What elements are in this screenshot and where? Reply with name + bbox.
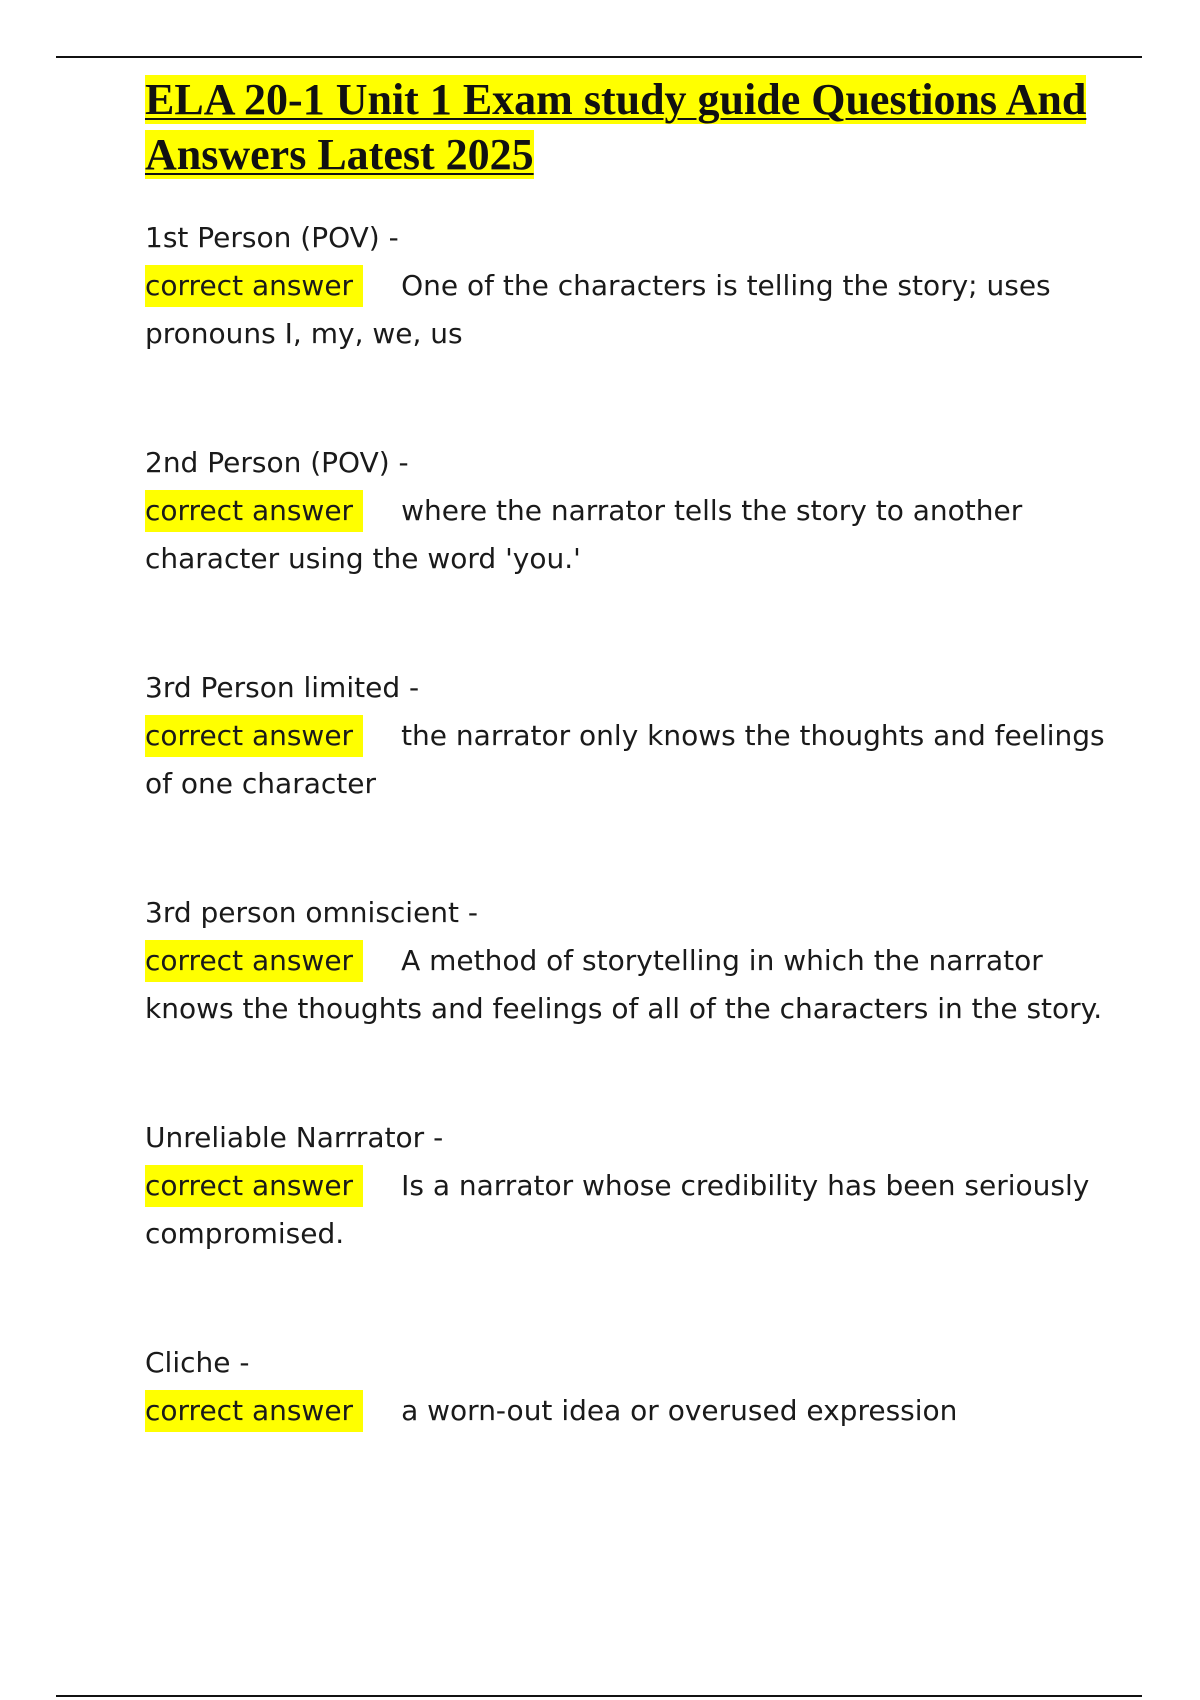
- qa-item: [145, 439, 1105, 664]
- qa-item: [145, 1339, 1105, 1564]
- document-title: [145, 72, 1105, 182]
- correct-answer-label: correct answer: [145, 490, 363, 532]
- qa-answer-text: A method of storytelling in which the narrator knows the thoughts and feelings of all of the characters in the story.: [145, 944, 1103, 1025]
- top-rule: [56, 56, 1142, 58]
- qa-answer: [145, 487, 1105, 583]
- correct-answer-label: correct answer: [145, 1165, 363, 1207]
- qa-item: [145, 664, 1105, 889]
- qa-term: Cliche -: [145, 1346, 250, 1379]
- qa-answer: [145, 937, 1105, 1033]
- qa-answer-text: where the narrator tells the story to another character using the word 'you.': [145, 494, 1023, 575]
- qa-answer-text: the narrator only knows the thoughts and feelings of one character: [145, 719, 1105, 800]
- correct-answer-label: correct answer: [145, 265, 363, 307]
- correct-answer-label: correct answer: [145, 1390, 363, 1432]
- qa-term: 3rd Person limited -: [145, 671, 420, 704]
- qa-answer: [145, 262, 1105, 358]
- qa-item: [145, 214, 1105, 439]
- qa-answer-text: One of the characters is telling the story; uses pronouns I, my, we, us: [145, 269, 1051, 350]
- qa-list: [145, 214, 1105, 1564]
- correct-answer-label: correct answer: [145, 715, 363, 757]
- qa-term: 1st Person (POV) -: [145, 221, 399, 254]
- page-content: [145, 72, 1105, 1564]
- bottom-rule: [56, 1695, 1142, 1697]
- qa-term: Unreliable Narrrator -: [145, 1121, 444, 1154]
- qa-answer: [145, 1162, 1105, 1258]
- qa-answer-text: a worn-out idea or overused expression: [401, 1394, 958, 1427]
- qa-item: [145, 1114, 1105, 1339]
- qa-term: 2nd Person (POV) -: [145, 446, 409, 479]
- qa-answer: [145, 712, 1105, 808]
- qa-answer-text: Is a narrator whose credibility has been seriously compromised.: [145, 1169, 1090, 1250]
- qa-item: [145, 889, 1105, 1114]
- correct-answer-label: correct answer: [145, 940, 363, 982]
- qa-term: 3rd person omniscient -: [145, 896, 479, 929]
- qa-answer: [145, 1387, 1105, 1435]
- document-title-text: ELA 20-1 Unit 1 Exam study guide Questions And Answers Latest 2025: [145, 75, 1087, 179]
